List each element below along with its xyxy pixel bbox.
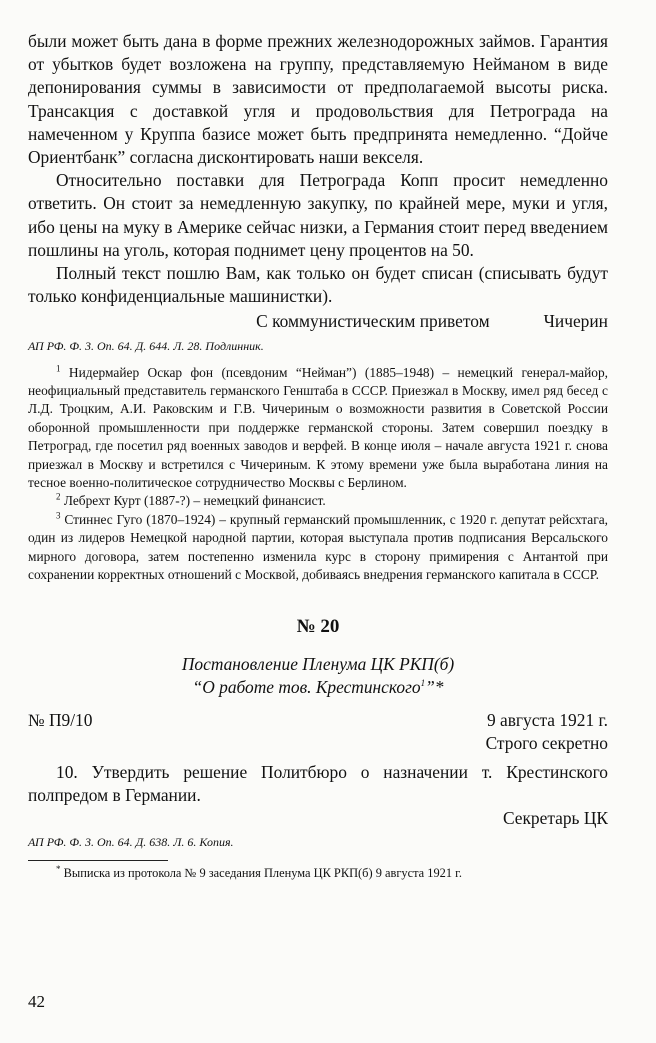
decision-paragraph: 10. Утвердить решение Политбюро о назначении т. Крестинского полпредом в Германии. <box>28 761 608 805</box>
paragraph-2: Относительно поставки для Петрограда Копп просит немедленно ответить. Он стоит за немедленную закупку, по крайней мере, муки и угля, ибо цены на муку в Америке сейчас низки, а Германия стоит перед введением пошлины на уголь, которая поднимет цену процентов на 50. <box>28 170 608 260</box>
document-title-line-2 <box>28 676 608 699</box>
footnote-text: Стиннес Гуго (1870–1924) – крупный германский промышленник, с 1920 г. депутат рейсхтага, один из лидеров Немецкой народной партии, которая выступала против подписания Версальского мирного договора, затем постепенно изменила курс в сторону примирения с Антантой при сохранении корректных отношений с Москвой, добиваясь внедрения германского капитала в СССР. <box>28 511 608 583</box>
document-title-line-1: Постановление Пленума ЦК РКП(б) <box>181 653 455 674</box>
footnote-mark: 3 <box>56 510 61 521</box>
footnote-3 <box>28 511 608 585</box>
decision-text <box>28 761 608 807</box>
secretary-signature: Секретарь ЦК <box>502 807 608 828</box>
footnote-text: Лебрехт Курт (1887-?) – немецкий финансист. <box>63 493 326 509</box>
document-date: 9 августа 1921 г. <box>486 709 608 730</box>
page-number: 42 <box>28 992 45 1011</box>
footnote-divider <box>28 860 168 861</box>
signer: Чичерин <box>543 311 608 332</box>
document-page <box>28 30 608 882</box>
footnote-text: Нидермайер Оскар фон (псевдоним “Нейман”) (1885–1948) – немецкий генерал-майор, неофициальный представитель германского Генштаба в СССР. Приезжал в Москву, имел ряд бесед с Л.Д. Троцким, А.И. Раковским и Г.В. Чичериным о возможности развития в Советской России оборонной промышленности при поддержке германской стороны. Затем совершил поездку в Петроград, где посетил ряд военных заводов и верфей. В конце июля – начале августа 1921 г. снова приезжал в Москву и встретился с Чичериным. К этому времени уже была выработана линия на тесное военно-политическое сотрудничество Москвы с Берлином. <box>28 364 608 491</box>
title-text: “О работе тов. Крестинского <box>192 676 421 697</box>
title-close: ”* <box>425 676 444 697</box>
letter-signature <box>28 310 608 333</box>
footnotes <box>28 364 608 585</box>
title-footnote-mark: 1 <box>420 677 426 688</box>
letter-body <box>28 30 608 308</box>
footnote-1 <box>28 364 608 493</box>
document-title <box>28 653 608 699</box>
paragraph-3: Полный текст пошлю Вам, как только он будет списан (списывать будут только конфиденциальные машинистки). <box>28 263 608 307</box>
classification: Строго секретно <box>485 732 608 753</box>
footnote-2 <box>28 492 608 510</box>
archive-source-2: АП РФ. Ф. 3. Оп. 64. Д. 638. Л. 6. Копия. <box>28 834 234 849</box>
archive-source: АП РФ. Ф. 3. Оп. 64. Д. 644. Л. 28. Подлинник. <box>28 338 264 353</box>
document-number: № 20 <box>296 615 340 637</box>
footnote-asterisk <box>28 865 608 882</box>
footnote-mark: 1 <box>56 363 61 374</box>
document-meta <box>28 709 608 732</box>
registration-number: № П9/10 <box>28 709 93 730</box>
greeting: С коммунистическим приветом <box>256 311 490 332</box>
footnote-mark: 2 <box>56 492 61 503</box>
paragraph-1: были может быть дана в форме прежних железнодорожных займов. Гарантия от убытков будет возложена на группу, представляемую Нейманом в виде депонирования суммы в зависимости от предполагаемой высоты риска. Трансакция с доставкой угля и продовольствия для Петрограда на намеченном у Круппа базисе может быть предпринята немедленно. “Дойче Ориентбанк” согласна дисконтировать наши векселя. <box>28 31 608 168</box>
footnote-text: Выписка из протокола № 9 заседания Пленума ЦК РКП(б) 9 августа 1921 г. <box>63 865 462 880</box>
footnote-mark: * <box>56 863 61 874</box>
